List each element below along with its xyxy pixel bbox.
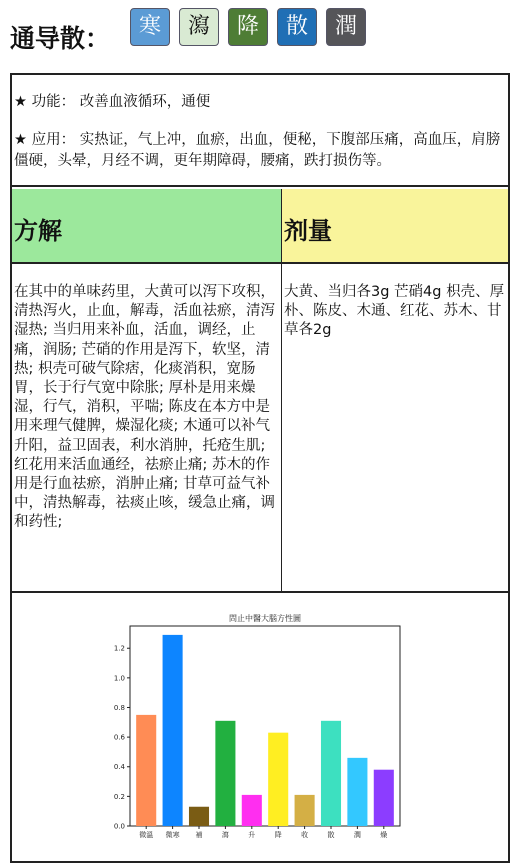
bar-5 xyxy=(268,733,288,826)
x-tick-label: 降 xyxy=(274,831,282,839)
dosage-header: 剂量 xyxy=(282,189,508,264)
x-tick-label: 收 xyxy=(301,831,309,839)
chart-cell xyxy=(12,593,508,865)
bar-6 xyxy=(295,795,315,826)
chart-title: 問止中醫大腦方性圖 xyxy=(229,614,301,623)
bar-1 xyxy=(163,635,183,826)
bar-4 xyxy=(242,795,262,826)
x-tick-label: 補 xyxy=(195,831,203,839)
info-section xyxy=(12,75,508,187)
bar-3 xyxy=(215,721,235,826)
explanation-text: 在其中的单味药里，大黄可以泻下攻积，清热泻火，止血，解毒，活血祛瘀，清泻湿热; 当归用来补血，活血，调经，止痛，润肠; 芒硝的作用是泻下，软坚，清热; 枳壳可破气除痞，化痰消积，宽肠胃，长于行气宽中除胀; 厚朴是用来燥湿，行气，消积，平喘; 陈皮在本方中是用来理气健脾，燥湿化痰; 木通可以补气升阳，益卫固表，利水消肿，托疮生肌; 红花用来活血通经，祛瘀止痛; 苏木的作用是行血祛瘀，消肿止痛; 甘草可益气补中，清热解毒，祛痰止咳，缓急止痛，调和药性; xyxy=(12,264,282,593)
y-tick-label: 0.2 xyxy=(113,792,125,801)
property-tag: 寒 xyxy=(130,8,170,46)
bar-8 xyxy=(347,758,367,826)
x-tick-label: 微溫 xyxy=(139,831,154,839)
x-tick-label: 燥 xyxy=(380,831,388,839)
property-tag: 瀉 xyxy=(179,8,219,46)
x-tick-label: 潤 xyxy=(353,831,361,839)
bar-0 xyxy=(136,715,156,826)
property-tag: 降 xyxy=(228,8,268,46)
x-tick-label: 散 xyxy=(327,831,335,839)
dosage-text: 大黄、当归各3g 芒硝4g 枳壳、厚朴、陈皮、木通、红花、苏木、甘草各2g xyxy=(282,264,508,593)
function-text: ★ 功能： 改善血液循环，通便 xyxy=(14,94,211,110)
bar-2 xyxy=(189,807,209,826)
y-tick-label: 0.4 xyxy=(113,763,125,772)
y-tick-label: 0.6 xyxy=(113,733,125,742)
formula-table xyxy=(10,73,510,863)
y-tick-label: 1.0 xyxy=(113,674,125,683)
property-tag: 潤 xyxy=(326,8,366,46)
x-tick-label: 升 xyxy=(248,831,256,839)
explanation-header: 方解 xyxy=(12,189,282,264)
header xyxy=(10,8,510,58)
page-title: 通导散： xyxy=(10,24,111,53)
y-tick-label: 0.8 xyxy=(113,703,125,712)
property-chart xyxy=(12,593,508,865)
property-tag: 散 xyxy=(277,8,317,46)
x-tick-label: 微寒 xyxy=(165,831,180,839)
x-tick-label: 瀉 xyxy=(221,831,229,839)
application-text: ★ 应用： 实热证，气上冲，血瘀，出血，便秘，下腹部压痛，高血压，肩膀僵硬，头晕，月经不调，更年期障碍，腰痛，跌打损伤等。 xyxy=(14,132,501,169)
bar-9 xyxy=(374,770,394,826)
bar-7 xyxy=(321,721,341,826)
y-tick-label: 1.2 xyxy=(113,644,125,653)
y-tick-label: 0.0 xyxy=(113,822,125,831)
